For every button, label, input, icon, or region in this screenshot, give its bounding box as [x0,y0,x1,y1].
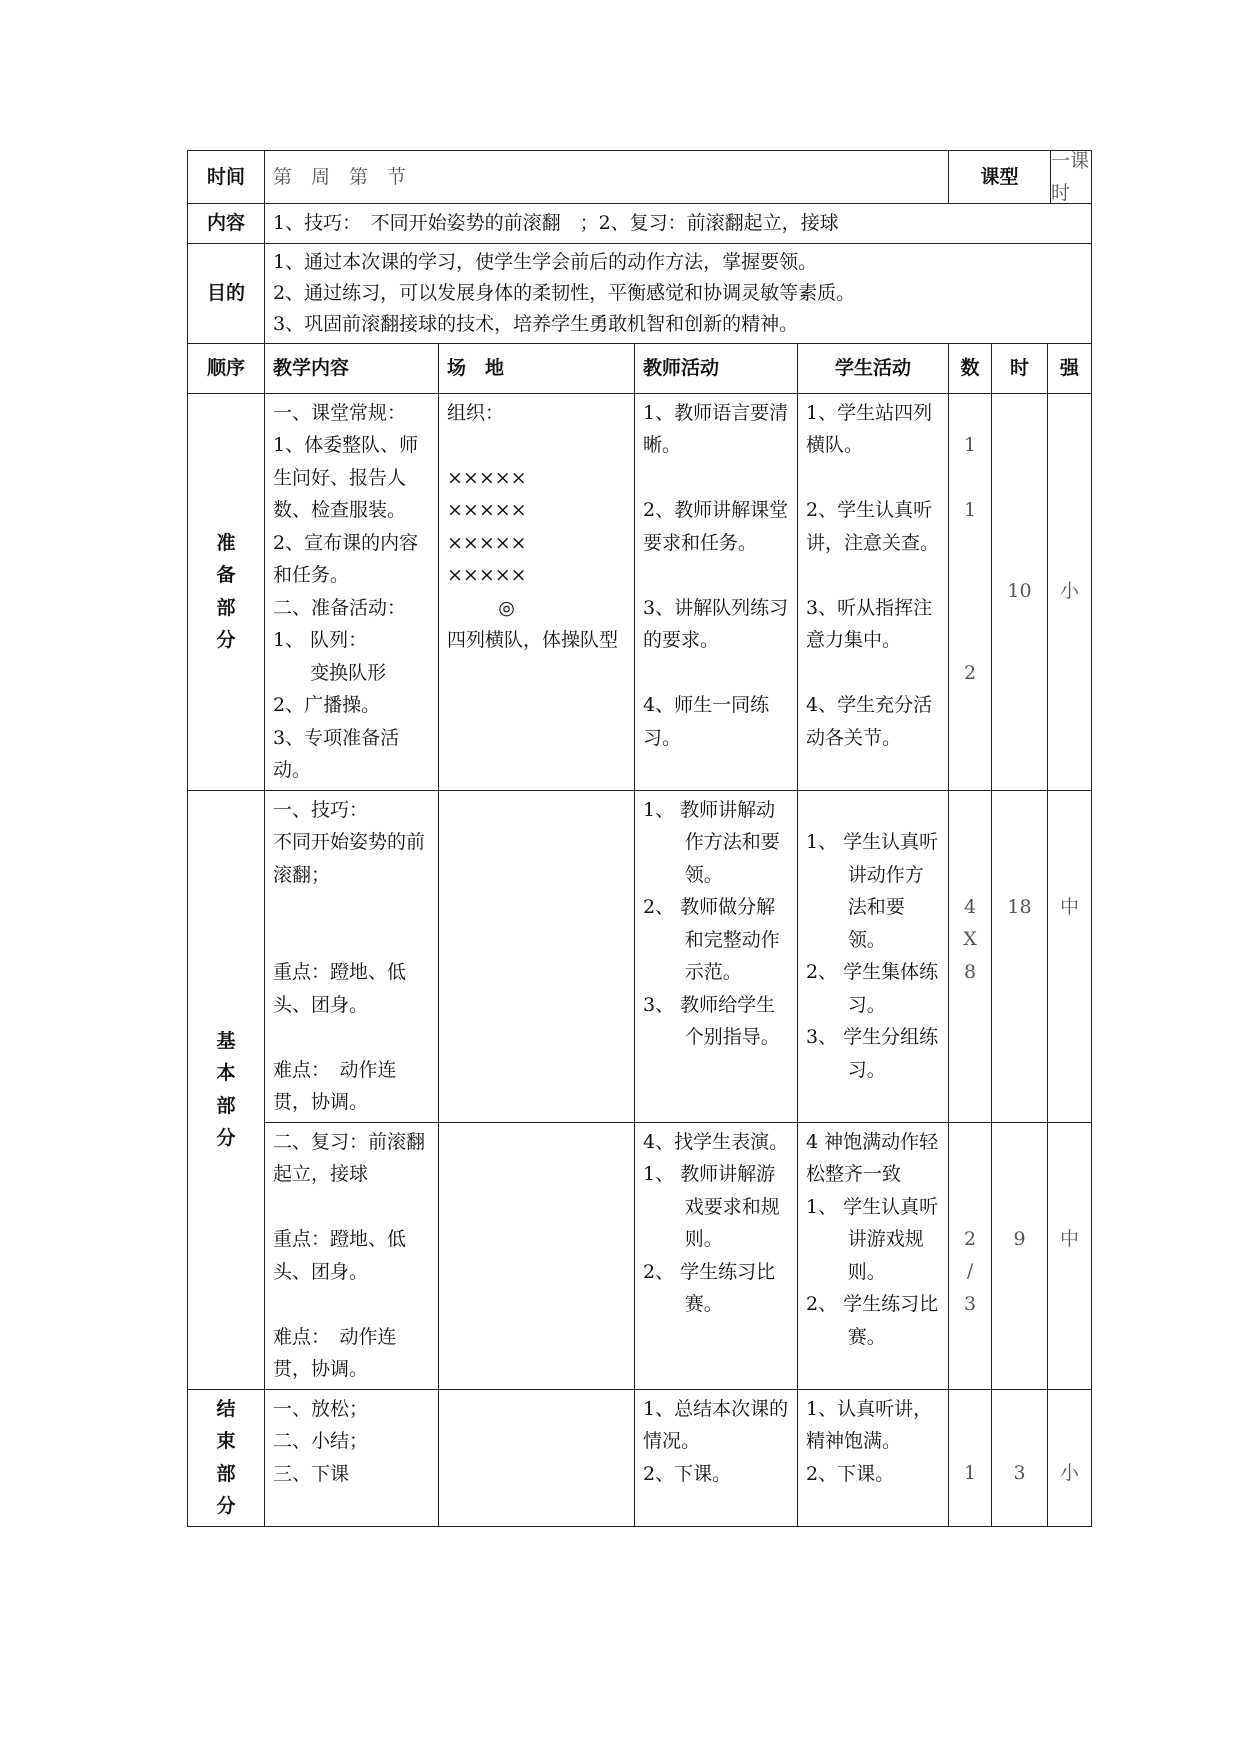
lesson-type-value: 一课时 [1051,149,1090,204]
content-line: 二、小结； [273,1430,369,1452]
teacher-line: 2、 学生练习比赛。 [643,1260,776,1315]
teacher-line: 3、讲解队列练习的要求。 [643,596,789,651]
prep-count [949,393,992,790]
content-line [273,1288,430,1321]
basic-1-student [798,790,949,1122]
col-teacher: 教师活动 [635,343,798,393]
formation-row: ××××× [447,531,527,554]
count-line: 2 [963,1227,977,1250]
ending-title [188,1389,265,1526]
column-header-row [188,343,1092,393]
col-intensity: 强 [1048,343,1092,393]
student-line: 4、学生充分活动各关节。 [806,694,933,749]
basic-title-char: 本 [216,1062,236,1084]
goal-row [188,243,1092,343]
count-line: 8 [963,960,977,983]
prep-content-line: 变换队形 [292,661,387,684]
prep-venue [439,393,635,790]
content-line: 一、放松； [273,1397,369,1420]
content-line [273,1191,430,1224]
count-line [951,397,989,430]
goal-label: 目的 [188,243,265,343]
count-line [951,592,989,625]
basic-1-intensity: 中 [1048,790,1092,1122]
prep-content-line: 2、广播操。 [273,694,381,716]
student-line: 4 神饱满动作轻松整齐一致 [806,1130,939,1185]
prep-content-line: 3、专项准备活动。 [273,726,400,781]
student-line: 3、 学生分组练习。 [806,1026,939,1081]
content-line [273,1021,430,1054]
prep-time: 10 [992,393,1048,790]
basic-2-teacher [635,1122,798,1389]
basic-1-count [949,790,992,1122]
basic-1-content [265,790,439,1122]
ending-intensity: 小 [1048,1389,1092,1526]
basic-2-student [798,1122,949,1389]
formation-row: ××××× [447,466,527,489]
venue-line: 组织： [447,401,505,424]
content-line: 难点： 动作连贯，协调。 [273,1058,397,1113]
teacher-line: 4、找学生表演。 [643,1130,789,1153]
content-row [188,204,1092,244]
teacher-line: 1、 教师讲解游戏要求和规则。 [643,1163,780,1250]
basic-title-char: 分 [216,1127,236,1149]
basic-title [188,790,265,1389]
student-line [806,559,940,592]
formation-row: ××××× [447,499,527,521]
venue-line: 四列横队，体操队型 [447,629,619,651]
count-line [951,559,989,592]
prep-title-char: 准 [216,531,236,554]
basic-title-char: 基 [216,1029,236,1052]
prep-intensity: 小 [1048,393,1092,790]
teacher-line: 1、教师语言要清晰。 [643,401,789,456]
student-line: 1、 学生认真听讲动作方法和要领。 [806,831,939,951]
ending-title-char: 分 [216,1495,236,1517]
col-time: 时 [992,343,1048,393]
count-line: / [966,1260,974,1282]
content-line: 难点： 动作连贯，协调。 [273,1325,397,1380]
prep-content [265,393,439,790]
content-line: 不同开始姿势的前滚翻； [273,831,426,886]
basic-2-time: 9 [992,1122,1048,1389]
col-count: 数 [949,343,992,393]
prep-content-line: 1、 队列： [273,629,368,651]
student-line: 1、 学生认真听讲游戏规则。 [806,1195,939,1283]
formation-row: ××××× [447,564,527,586]
count-line: 2 [963,661,977,684]
goal-list [265,243,1092,343]
count-line: 1 [963,434,977,456]
basic-1-teacher [635,790,798,1122]
lesson-type-label: 课型 [949,151,1051,203]
col-student: 学生活动 [798,343,949,393]
prep-title-char: 分 [216,629,236,651]
ending-title-char: 结 [216,1397,236,1420]
basic-title-char: 部 [216,1094,236,1117]
basic-2-venue [439,1122,635,1389]
student-line [806,657,940,690]
student-line [806,794,940,827]
ending-content [265,1389,439,1526]
prep-content-line: 二、准备活动： [273,596,407,619]
content-line: 重点：蹬地、低头、团身。 [273,961,407,1016]
teacher-line: 1、总结本次课的情况。 [643,1397,789,1452]
teacher-line: 4、师生一同练习。 [643,694,770,749]
teacher-line [643,559,789,592]
prep-title-char: 备 [216,564,236,586]
time-value: 第 周 第 节 [265,151,949,204]
prep-student [798,393,949,790]
ending-venue [439,1389,635,1526]
teacher-line: 2、 教师做分解和完整动作示范。 [643,896,780,983]
col-venue: 场 地 [439,343,635,393]
basic-2-intensity: 中 [1048,1122,1092,1389]
time-row [188,151,1092,204]
basic-1-venue [439,790,635,1122]
student-line: 2、下课。 [806,1462,895,1485]
col-order: 顺序 [188,343,265,393]
goal-item: 1、通过本次课的学习，使学生学会前后的动作方法，掌握要领。 [273,250,818,273]
prep-row [188,393,1092,790]
student-line: 2、学生认真听讲，注意关查。 [806,499,940,554]
ending-row [188,1389,1092,1526]
ending-title-char: 部 [216,1462,236,1485]
content-line: 三、下课 [273,1462,350,1485]
lesson-type-cell [949,151,1092,204]
basic-row-2 [188,1122,1092,1389]
ending-teacher [635,1389,798,1526]
basic-1-time: 18 [992,790,1048,1122]
student-line: 2、 学生集体练习。 [806,961,939,1016]
prep-title-char: 部 [216,596,236,619]
count-line: X [963,928,977,950]
prep-title [188,393,265,790]
ending-student [798,1389,949,1526]
ending-time: 3 [992,1389,1048,1526]
student-line [806,462,940,495]
time-label: 时间 [188,151,265,204]
student-line: 3、听从指挥注意力集中。 [806,596,933,651]
content-line: 一、技巧： [273,798,369,821]
teacher-position-icon: ◎ [498,596,515,619]
content-value: 1、技巧： 不同开始姿势的前滚翻 ；2、复习：前滚翻起立，接球 [265,204,1092,244]
content-label: 内容 [188,204,265,244]
venue-line [447,429,626,462]
goal-item: 2、通过练习，可以发展身体的柔韧性，平衡感觉和协调灵敏等素质。 [273,281,856,304]
count-line [951,462,989,495]
teacher-line: 3、 教师给学生个别指导。 [643,993,780,1048]
basic-2-content [265,1122,439,1389]
prep-content-line: 1、体委整队、师生问好、报告人数、检查服装。 [273,434,419,521]
content-line [273,924,430,957]
student-line: 1、认真听讲，精神饱满。 [806,1397,933,1452]
count-line: 1 [963,499,977,521]
teacher-line: 2、下课。 [643,1462,732,1485]
count-line [951,527,989,560]
prep-content-line: 2、宣布课的内容和任务。 [273,531,419,586]
teacher-line: 2、教师讲解课堂要求和任务。 [643,499,789,554]
goal-item: 3、巩固前滚翻接球的技术，培养学生勇敢机智和创新的精神。 [273,312,799,335]
prep-content-line: 一、课堂常规： [273,401,407,424]
count-line: 3 [963,1292,977,1315]
basic-row-1 [188,790,1092,1122]
student-line: 1、学生站四列横队。 [806,401,933,456]
content-line: 重点：蹬地、低头、团身。 [273,1228,407,1283]
col-content: 教学内容 [265,343,439,393]
ending-title-char: 束 [216,1430,236,1452]
teacher-line [643,657,789,690]
basic-2-count [949,1122,992,1389]
count-line: 4 [963,895,977,918]
lesson-plan-table [187,150,1092,1527]
teacher-line: 1、 教师讲解动作方法和要领。 [643,798,780,886]
content-line [273,891,430,924]
teacher-line [643,462,789,495]
prep-teacher [635,393,798,790]
count-line [951,624,989,657]
content-line: 二、复习：前滚翻起立，接球 [273,1130,426,1185]
ending-count: 1 [949,1389,992,1526]
student-line: 2、 学生练习比赛。 [806,1293,939,1348]
